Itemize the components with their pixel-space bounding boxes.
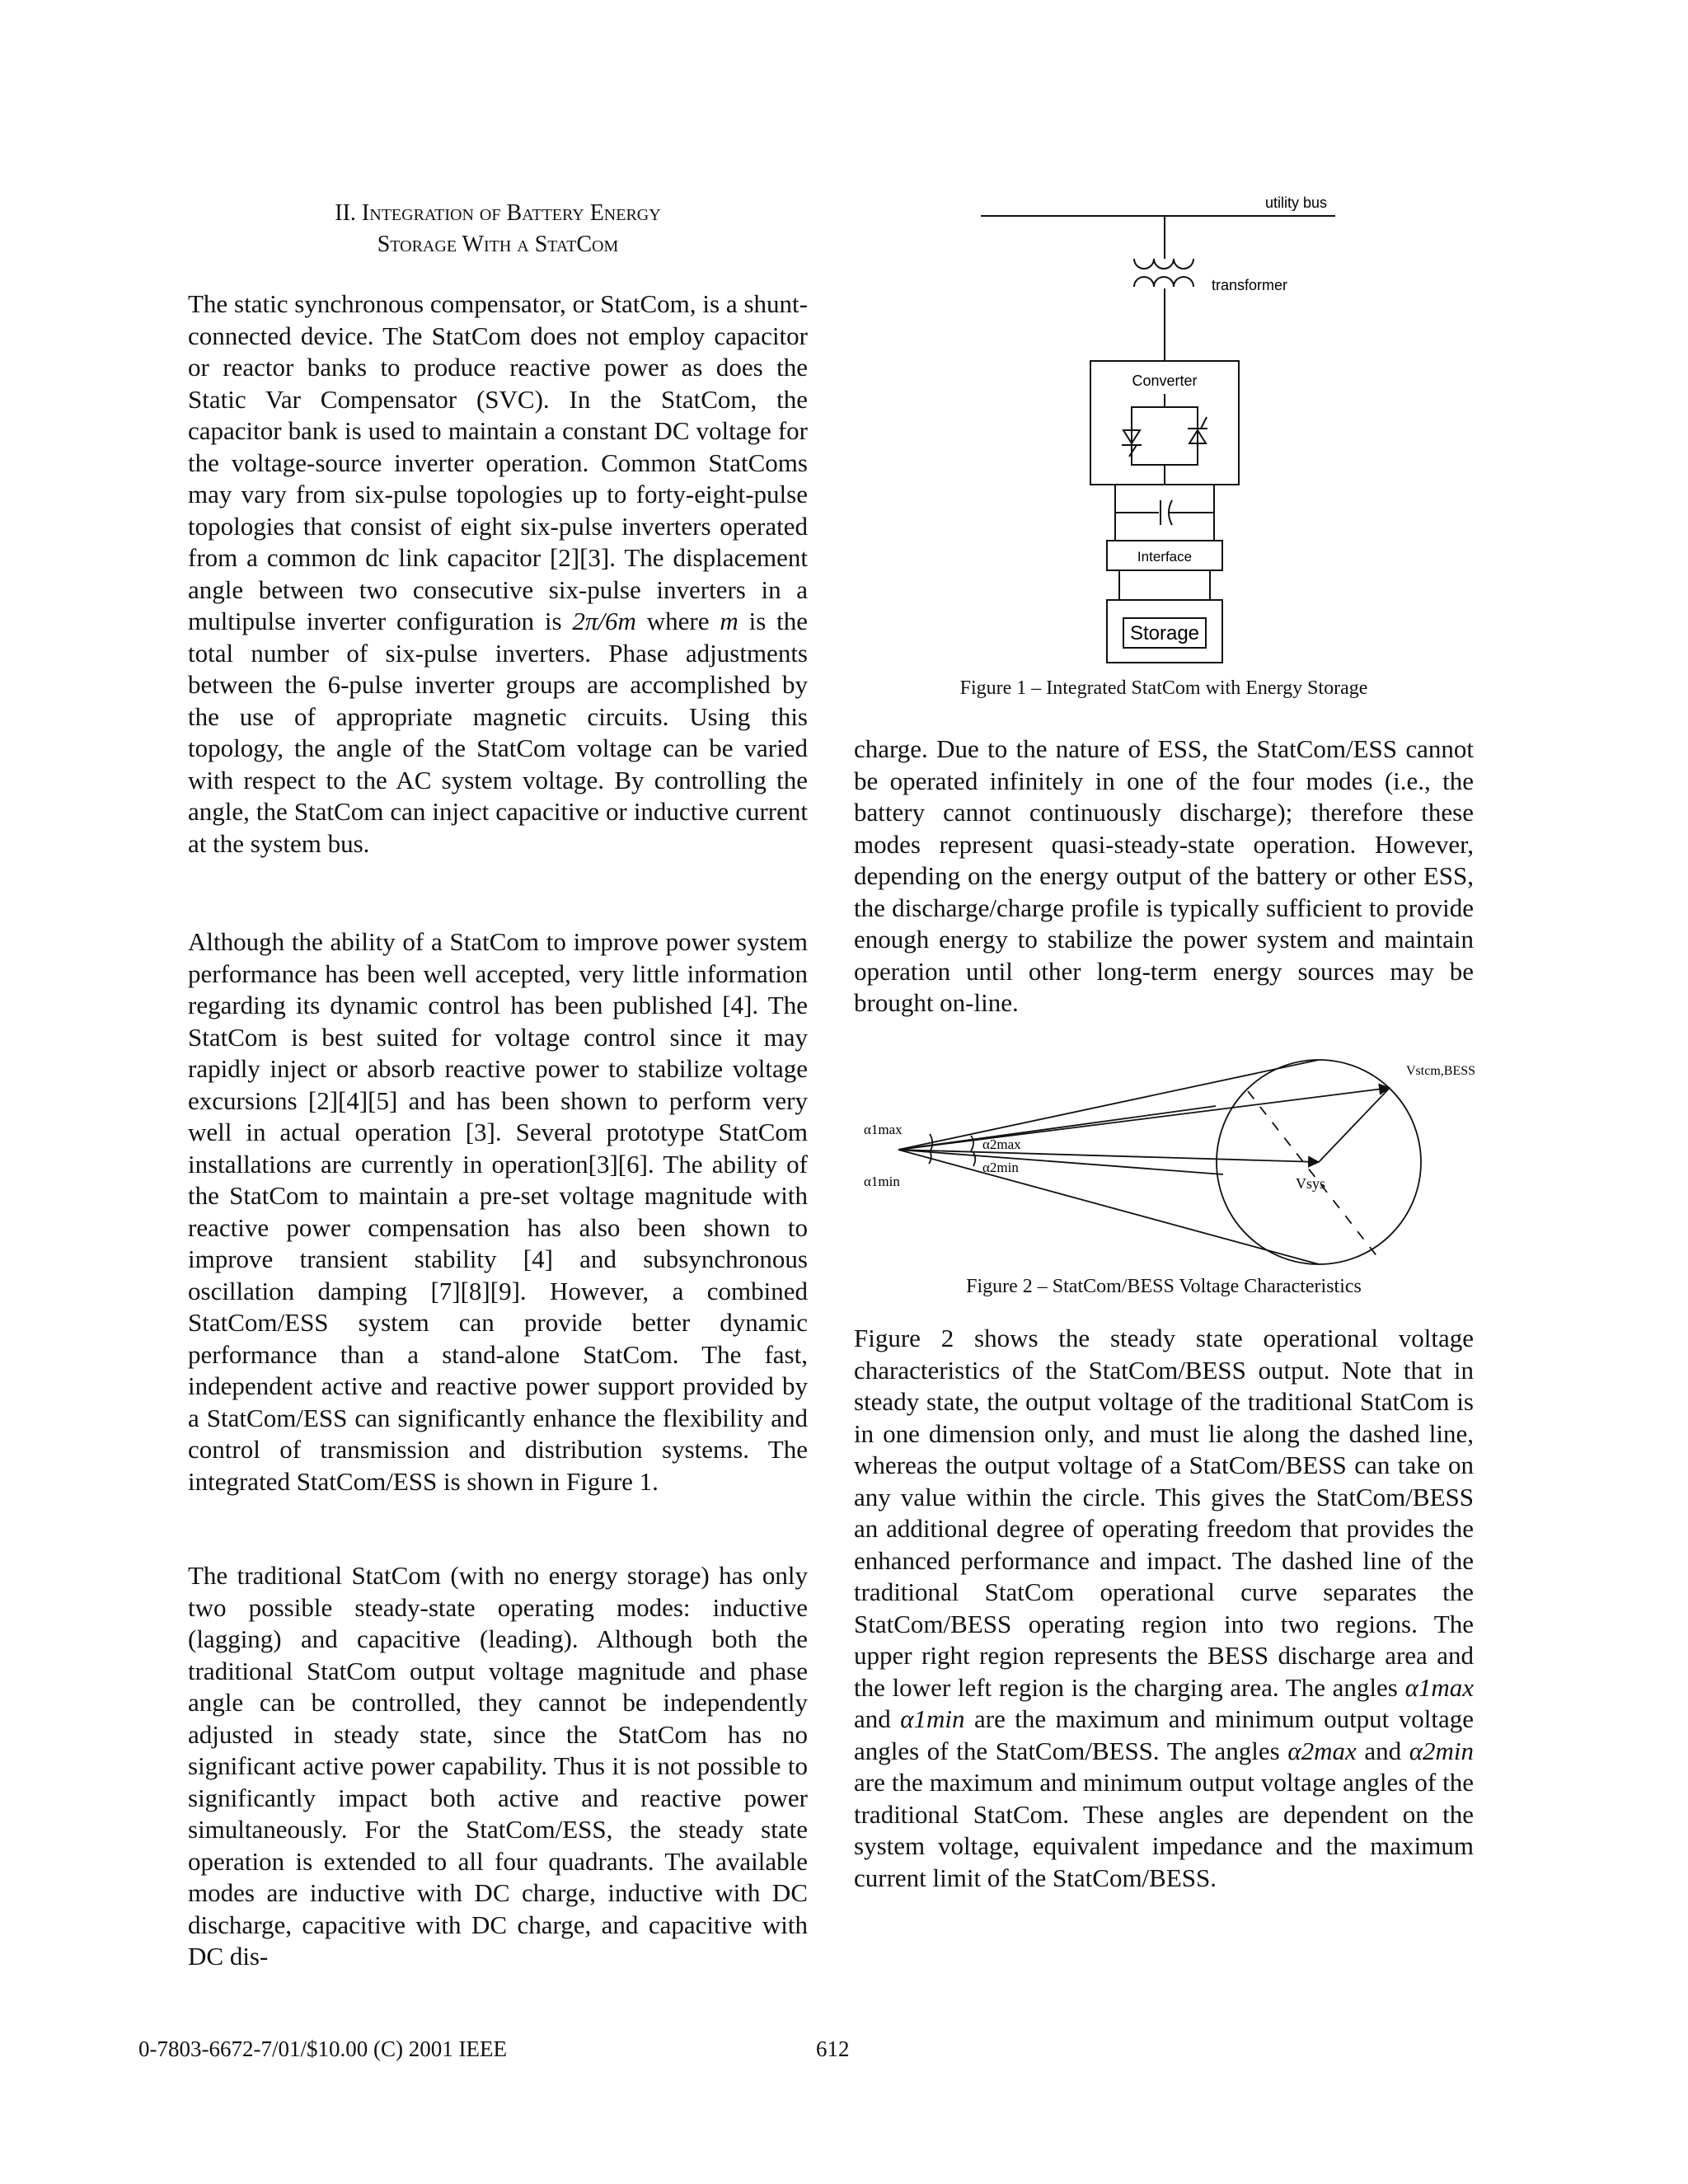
- alpha2min-line: [898, 1150, 1223, 1174]
- figure-2-diagram: [849, 1040, 1475, 1271]
- utility-bus-label: utility bus: [1264, 194, 1327, 211]
- left-p1-end: is the total number of six-pulse inverters. Phase adjustments between the 6-pulse inverter groups are accomplished by the use of appropriate magnetic circuits. Using this topology, the angle of the StatCom voltage can be varied with respect to the AC system voltage. By controlling the angle, the StatCom can inject capacitive or inductive current at the system bus.: [188, 607, 809, 858]
- alpha2max-arc: [971, 1136, 973, 1151]
- traditional-statcom-dashed-line: [1248, 1091, 1378, 1258]
- interface-label: Interface: [1137, 549, 1193, 565]
- alpha2min-arc: [973, 1151, 975, 1166]
- left-paragraph-2: Although the ability of a StatCom to improve power system performance has been well accepted, very little information regarding its dynamic control has been published [4]. The StatCom is best suited for voltage control since it may rapidly inject or absorb reactive power to stabilize voltage excursions [2][4][5] and has been shown to perform very well in actual operation [3]. Several prototype StatCom installations are currently in operation[3][6]. The ability of the StatCom to maintain a pre-set voltage magnitude with reactive power compensation has also been shown to improve transient stability [4] and subsynchronous oscillation damping [7][8][9]. However, a combined StatCom/ESS system can provide better dynamic performance than a stand-alone StatCom. The fast, independent active and reactive power support provided by a StatCom/ESS can significantly enhance the flexibility and control of transmission and distribution systems. The integrated StatCom/ESS is shown in Figure 1.: [188, 927, 808, 1496]
- left-paragraph-3: The traditional StatCom (with no energy storage) has only two possible steady-state operating modes: inductive (lagging) and capacitive (leading). Although both the traditional StatCom output voltage magnitude and phase angle can be controlled, they cannot be independently adjusted in steady state, since the StatCom has no significant active power capability. Thus it is not possible to significantly impact both active and reactive power simultaneously. For the StatCom/ESS, the steady state operation is extended to all four quadrants. The available modes are inductive with DC charge, inductive with DC discharge, capacitive with DC charge, and capacitive with DC dis-: [188, 1561, 808, 1971]
- left-p1-mid: where: [646, 607, 710, 635]
- alpha-1max-inline: α1max: [1404, 1672, 1474, 1702]
- right-paragraph-1: charge. Due to the nature of ESS, the StatCom/ESS cannot be operated infinitely in one of the four modes (i.e., the battery cannot continuously discharge); therefore these modes represent quasi-steady-state operation. However, depending on the energy output of the battery or other ESS, the discharge/charge profile is typically sufficient to provide enough energy to stabilize the power system and maintain operation until other long-term energy sources may be brought on-line.: [854, 734, 1474, 1017]
- variable-m: m: [720, 607, 738, 635]
- alpha-2min-inline: α2min: [1409, 1736, 1475, 1765]
- left-p1-text: The static synchronous compensator, or StatCom, is a shunt-connected device. The StatCom does not employ capacitor or reactor banks to produce reactive power as does the Static Var Compensator (SVC). In the StatCom, the capacitor bank is used to maintain a constant DC voltage for the voltage-source inverter operation. Common StatComs may vary from six-pulse topologies up to forty-eight-pulse topologies that consist of eight six-pulse inverters operated from a common dc link capacitor [2][3]. The displacement angle between two consecutive six-pulse inverters in a multipulse inverter configuration is: [188, 289, 808, 635]
- alpha-1min-inline: α1min: [900, 1704, 965, 1733]
- vstcm-bess-label: Vstcm,BESS: [1406, 1064, 1475, 1078]
- alpha2max-line: [898, 1106, 1216, 1150]
- displacement-angle-formula: 2π/6m: [572, 607, 636, 635]
- alpha1max-label: α1max: [864, 1122, 903, 1137]
- alpha2max-label: α2max: [982, 1137, 1021, 1152]
- transformer-primary-coil: [1134, 259, 1193, 269]
- right-p2-text-a: Figure 2 shows the steady state operational voltage characteristics of the StatCom/BESS output. Note that in steady state, the output voltage of the traditional StatCom is in one dimension only, and must lie along the dashed line, whereas the output voltage of a StatCom/BESS can take on any value within the circle. This gives the StatCom/BESS an additional degree of operating freedom that provides the enhanced performance and impact. The dashed line of the traditional StatCom operational curve separates the StatCom/BESS operating region into two regions. The upper right region represents the BESS discharge area and the lower left region is the charging area. The angles: [854, 1324, 1474, 1702]
- section-heading-line-1: II. Integration of Battery Energy: [335, 200, 661, 226]
- page-number: 612: [816, 2036, 850, 2061]
- left-paragraph-1: [188, 288, 808, 860]
- figure-2-caption: Figure 2 – StatCom/BESS Voltage Characteristics: [966, 1276, 1362, 1297]
- figure-1-caption: Figure 1 – Integrated StatCom with Energy Storage: [959, 677, 1368, 699]
- transformer-secondary-coil: [1134, 277, 1193, 287]
- thyristor-bridge: [1132, 407, 1198, 465]
- right-p2-text-b: are the maximum and minimum output voltage angles of the StatCom/BESS. The angles: [854, 1704, 1475, 1765]
- section-heading-line-2: Storage With a StatCom: [377, 232, 619, 257]
- alpha2min-label: α2min: [982, 1160, 1019, 1175]
- converter-label: Converter: [1132, 373, 1198, 389]
- vsys-label: Vsys: [1296, 1175, 1326, 1192]
- tangent-lower-line: [898, 1150, 1319, 1264]
- right-paragraph-2: [854, 1323, 1474, 1894]
- storage-label: Storage: [1129, 622, 1200, 644]
- alpha1min-label: α1min: [864, 1174, 900, 1189]
- transformer-label: transformer: [1212, 277, 1288, 293]
- right-p2-and-1: and: [854, 1704, 891, 1733]
- right-p2-text-c: are the maximum and minimum output voltage angles of the traditional StatCom. These angles are dependent on the system voltage, equivalent impedance and the maximum current limit of the StatCom/BESS.: [854, 1768, 1474, 1892]
- alpha-2max-inline: α2max: [1287, 1736, 1357, 1765]
- figure-1-diagram: [973, 183, 1368, 677]
- section-heading: [188, 198, 808, 260]
- current-vector: [1319, 1088, 1390, 1162]
- vsys-vector: [898, 1150, 1319, 1162]
- right-p2-and-2: and: [1364, 1736, 1402, 1765]
- footer-copyright: 0-7803-6672-7/01/$10.00 (C) 2001 IEEE: [138, 2036, 507, 2061]
